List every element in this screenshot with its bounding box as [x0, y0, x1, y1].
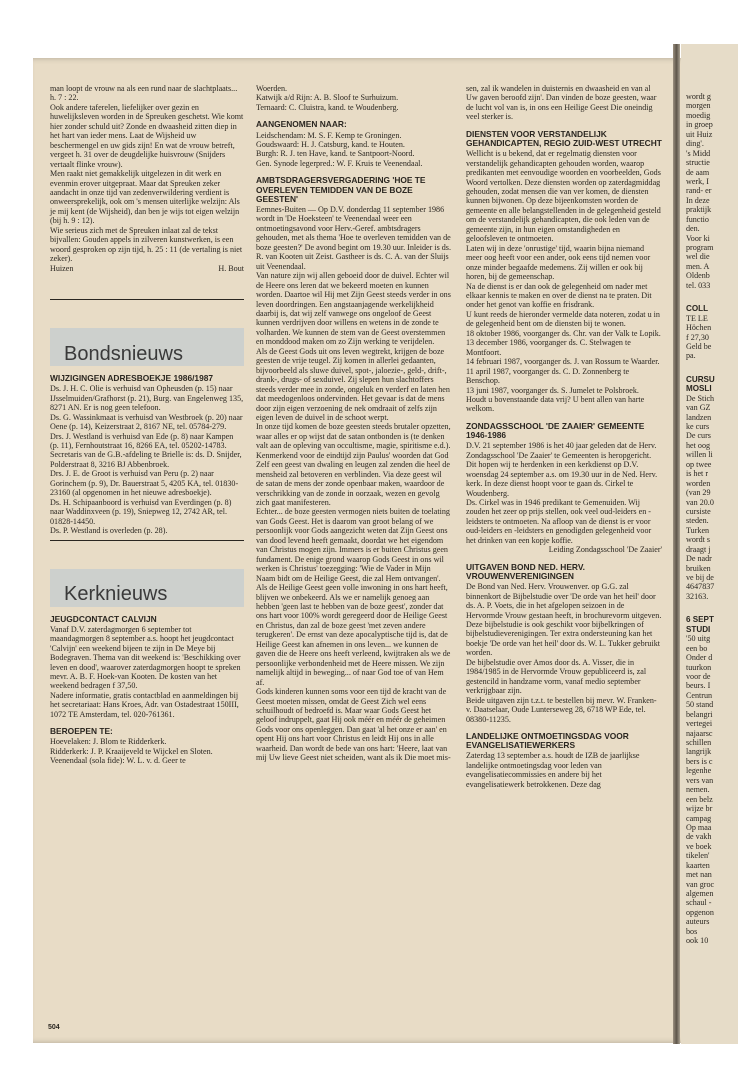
next-page-line: 6 SEPT	[686, 615, 714, 625]
adresboekje-heading: WIJZIGINGEN ADRESBOEKJE 1986/1987	[50, 373, 214, 384]
landelijk-text: Zaterdag 13 september a.s. houdt de IZB de jaarlijkse landelijke ontmoetingsdag voor leden van evangelisatiecommissies en andere bij het evangelisatiewerk betrokkenen. Deze dag	[466, 751, 640, 789]
next-page-line: Höchen	[686, 323, 712, 333]
beroep-item: Ridderkerk: J. P. Kraaijeveld te Wijckel en Sloten.	[50, 746, 213, 756]
page-number: 504	[48, 1024, 60, 1031]
spreuken-para-1: Ook andere taferelen, liefelijker over gezin en huwelijksleven worden in de Spreuken geschetst. Wie komt hier zonder schuld uit? Zonde en dwaasheid zitten diep in het hart van ieder mens. Laat de Wijsheid uw beschermengel en uw gids zijn! En wat de vrouw betreft, vergeet h. 31 over de deugdelijke huisvrouw (Snijders vertaalt flinke vrouw).	[50, 102, 244, 169]
beroep-item: Veenendaal (sola fide): W. L. v. d. Geer te	[50, 756, 186, 766]
dienst-date: 11 april 1987, voorganger ds. C. D. Zonnenberg te Benschop.	[466, 366, 630, 386]
landelijk-heading: LANDELIJKE ONTMOETINGSDAG VOOR EVANGELISATIEWERKERS	[466, 730, 629, 751]
next-page-line: van GZ	[686, 403, 711, 413]
ambtsdragers-heading: AMBTSDRAGERSVERGADERING 'HOE TE OVERLEVEN TEMIDDEN VAN DE BOZE GEESTEN'	[256, 175, 426, 204]
next-page-line	[686, 601, 738, 615]
next-page-line: in groep	[686, 120, 713, 130]
next-page-line: schaul -	[686, 898, 712, 908]
kerknieuws-title: Kerknieuws	[64, 583, 168, 606]
next-page-line: worden	[686, 478, 711, 488]
next-page-line: cursiste	[686, 506, 711, 516]
next-page-line: Centrun	[686, 690, 713, 700]
next-page-line: ve boek	[686, 841, 712, 851]
next-page-line: het oog	[686, 440, 711, 450]
adres-item: Ds. H. Schipaanboord is verhuisd van Everdingen (p. 8) naar Waddinxveen (p. 19), Sniepweg 12, 2742 AR, tel. 01828-14450.	[50, 497, 232, 526]
column-1	[50, 84, 244, 766]
next-page-line: draagt j	[686, 544, 711, 554]
next-page-line: '50 uitg	[686, 634, 711, 644]
next-page-line: TE LE	[686, 313, 708, 323]
jeugdcontact-text: Vanaf D.V. zaterdagmorgen 6 september tot maandagmorgen 8 september a.s. hoopt het jeugdcontact 'Calvijn' een weekend bijeen te zijn in De Meye bij Bodegraven. Thema van dit weekend is: 'Beschikking over leven en dood', waarover zaterdagmorgen hoopt te spreken mevr. A. B. F. Hoek-van Kooten. De kosten van het weekend bedragen f 37,50.	[50, 624, 241, 691]
jeugdcontact-heading: JEUGDCONTACT CALVIJN	[50, 613, 157, 624]
next-page-line: ve bij de	[686, 573, 714, 582]
next-page-line: morgen	[686, 101, 711, 111]
next-page-line: De nadr	[686, 554, 712, 564]
ambtsdragers-para: In onze tijd komen de boze geesten steeds brutaler opzetten, waar alles er op wijst dat de satan ontbonden is (te denken valt aan de opleving van occultisme, magie, spiritisme e.d.). Kenmerkend voor de eindtijd zijn Paulus' woorden dat God Zelf een geest van dwaling en leugen zal zenden die heel de mensheid zal betoveren en verblinden. Via deze geest wil de satan de mens der zonde openbaar maken, waardoor de verschrikking van de zonde in oorzaak, wezen en gevolg zich gaat manifesteren.	[256, 422, 451, 508]
aangenomen-item: Goudswaard: H. J. Catsburg, kand. te Houten.	[256, 140, 405, 150]
column-2	[256, 84, 451, 763]
next-page-line: f 27,30	[686, 332, 709, 342]
zaaier-heading: ZONDAGSSCHOOL 'DE ZAAIER' GEMEENTE 1946-1986	[466, 420, 645, 441]
uitgaven-para: Beide uitgaven zijn t.z.t. te bestellen bij mevr. W. Franken-v. Daatselaar, Oude Lunterseweg 28, 6718 WP Ede, tel. 08380-11235.	[466, 695, 657, 724]
adres-item: Ds. G. Wassinkmaat is verhuisd van Westbroek (p. 20) naar Oene (p. 14), Keizerstraat 2, 8167 NE, tel. 05784-279.	[50, 412, 243, 432]
next-page-line: CURSU	[686, 374, 715, 384]
next-page-line: een bo	[686, 643, 708, 653]
next-page-line: wordt g	[686, 92, 711, 101]
next-page-line: campag	[686, 813, 712, 823]
zaaier-signature: Leiding Zondagsschool 'De Zaaier'	[548, 545, 662, 555]
next-page-line: nemen.	[686, 785, 710, 795]
next-page-line: functio	[686, 214, 709, 224]
next-page-line: tuurkon	[686, 662, 712, 672]
diensten-para: Laten wij in deze 'onrustige' tijd, waarin bijna niemand meer oog heeft voor een ander, ook eens tijd nemen voor onze minder begaafde medemens. Zij willen er ook bij horen, bij de gemeenschap.	[466, 243, 651, 282]
next-page-line: rand- er	[686, 186, 712, 196]
next-page-line: 's Midd	[686, 148, 711, 158]
diensten-close: Houdt u bovenstaande data vrij? U bent allen van harte welkom.	[466, 395, 645, 414]
aangenomen-item: Gen. Synode legerpred.: W. F. Kruis te Veenendaal.	[256, 158, 423, 168]
next-page-line: pa.	[686, 351, 696, 361]
next-page-line: langrijk	[686, 747, 712, 757]
next-page-line: moedig	[686, 110, 711, 120]
next-page-line: bos	[686, 926, 698, 936]
next-page-line: 50 stand	[686, 700, 714, 710]
next-page-line: kaarten	[686, 860, 710, 870]
next-page-line: wel die	[686, 252, 710, 262]
next-page-line: Geld be	[686, 341, 712, 351]
diensten-para: U kunt reeds de hieronder vermelde data noteren, zodat u in de gelegenheid bent om de diensten bij te wonen.	[466, 309, 660, 329]
next-page-line: ook 10	[686, 936, 709, 946]
next-page-line: den.	[686, 224, 700, 234]
adres-item: Drs. J. E. de Groot is verhuisd van Peru (p. 2) naar Gorinchem (p. 9), Dr. Bauerstraat 5, 4205 KA, tel. 01830-23160 (al opgenomen in het nieuwe adresboekje).	[50, 469, 239, 498]
beroep-item: Hoevelaken: J. Blom te Ridderkerk.	[50, 737, 167, 747]
next-page-line: Voor ki	[686, 233, 710, 243]
next-page-line: De curs	[686, 431, 711, 441]
next-page-line: (van 29	[686, 488, 711, 498]
jeugdcontact-info: Nadere informatie, gratis contactblad en aanmeldingen bij het secretariaat: Hans Kroes, Adr. van Ostadestraat 150III, 1072 TE Amsterdam, tel. 020-761361.	[50, 690, 239, 719]
next-page-line: wordt s	[686, 535, 711, 545]
kerknieuws-banner	[50, 569, 244, 607]
zaaier-para: D.V. 21 september 1986 is het 40 jaar geleden dat de Herv. Zondagsschool 'De Zaaier' te Gemeenten is heropgericht. Dit hopen wij te herdenken in een kerkdienst op D.V. woensdag 24 september a.s. om 19.30 uur in de Ned. Herv. kerk. In deze dienst hoopt voor te gaan ds. Cirkel te Woudenberg.	[466, 441, 658, 498]
next-page-line: najaarsc	[686, 728, 713, 738]
bondsnieuws-banner	[50, 328, 244, 366]
next-page-line: de vakh	[686, 832, 712, 842]
next-page-line: Oldenb	[686, 271, 710, 281]
spreuken-para-2: Men raakt niet gemakkelijk uitgelezen in dit werk en evenmin erover uitgepraat. Maar dat Spreuken zeker aandacht in onze tijd van zedenverwildering verdient is onweersprekelijk, ook om 's mensen uiterlijke welzijn: Als je mij kent (de Wijsheid), dan ben je wijs tot eigen welzijn (bij h. 9 : 12).	[50, 169, 240, 226]
spreuken-intro: man loopt de vrouw na als een rund naar de slachtplaats... h. 7 : 22.	[50, 84, 238, 103]
zaaier-para: Ds. Cirkel was in 1946 predikant te Gemenuiden. Wij zouden het zeer op prijs stellen, ook veel oud-leiders en -leidsters te ontmoeten. Na afloop van de dienst is er voor oud-leiders en -leidsters en genodigden gelegenheid voor het drinken van een kopje koffie.	[466, 498, 652, 545]
next-page-line: In deze	[686, 195, 710, 205]
aangenomen-item: Leidschendam: M. S. F. Kemp te Groningen.	[256, 130, 402, 140]
next-page-line: Op maa	[686, 822, 712, 832]
section-rule	[50, 540, 244, 541]
next-page-line: tel. 033	[686, 280, 711, 290]
dienst-date: 18 oktober 1986, voorganger ds. Chr. van der Valk te Lopik.	[466, 328, 661, 338]
next-page-line: op twee	[686, 459, 712, 469]
next-page-line: voor de	[686, 671, 711, 681]
next-page-line: steden.	[686, 516, 709, 526]
next-page-line: praktijk	[686, 205, 712, 215]
next-page-line: program	[686, 243, 714, 252]
next-page-line: is het r	[686, 469, 709, 479]
spreuken-para-3: Wie serieus zich met de Spreuken inlaat zal de tekst bijvallen: Gouden appels in zilveren kunstwerken, is een woord gesproken op zijn tijd, h. 25 : 11 (de vertaling is niet zeker).	[50, 225, 243, 264]
adres-item: Ds. J. H. C. Olie is verhuisd van Opheusden (p. 15) naar IJsselmuiden/Grafhorst (p. 21), Burg. van Engelenweg 135, 8271 AN. Er is nog geen telefoon.	[50, 384, 244, 413]
dienst-date: 14 februari 1987, voorganger ds. J. van Rossum te Waarder.	[466, 357, 660, 367]
binding-gutter	[673, 44, 680, 1044]
diensten-heading: DIENSTEN VOOR VERSTANDELIJK GEHANDICAPTEN, REGIO ZUID-WEST UTRECHT	[466, 128, 662, 149]
next-page-line: 4647837	[686, 582, 715, 592]
next-page-line: vers van	[686, 775, 714, 785]
next-page-line: De Stich	[686, 393, 715, 403]
next-page-line: ke curs	[686, 422, 710, 431]
next-page-line: tikelen'	[686, 851, 710, 861]
next-page-line: MOSLI	[686, 384, 712, 394]
next-page-line: de aam	[686, 167, 710, 177]
bondsnieuws-title: Bondsnieuws	[64, 342, 183, 365]
next-page-line: van groc	[686, 879, 715, 889]
next-page-line: belangri	[686, 709, 713, 719]
diensten-para: Na de dienst is er dan ook de gelegenheid om nader met elkaar kennis te maken en over de dienst na te praten. Dit onder het genot van koffie en frisdrank.	[466, 281, 652, 310]
next-page-line: STUDI	[686, 624, 711, 634]
next-page-line: bruiken	[686, 563, 711, 573]
adres-item: Drs. J. Westland is verhuisd van Ede (p. 8) naar Kampen (p. 11), Fernhoutstraat 16, 8266 EA, tel. 05202-14783.	[50, 431, 234, 450]
next-page-edge	[681, 44, 738, 1044]
uitgaven-para: De Bond van Ned. Herv. Vrouwenver. op G.G. zal binnenkort de Bijbelstudie over 'De orde van het heil' door ds. A. P. Voets, die in het afgelopen seizoen in de Hervormde Vrouw gestaan heeft, in brochurevorm uitgeven. Deze bijbelstudie is ook geschikt voor bijbelkringen of bijbelstudieverenigingen. Ter extra ondersteuning kan het boekje 'De orde van het heil' door ds. W. L. Tukker gebruikt worden.	[466, 582, 662, 658]
uitgaven-heading: UITGAVEN BOND NED. HERV. VROUWENVERENIGINGEN	[466, 561, 585, 581]
uitgaven-para: De bijbelstudie over Amos door ds. A. Visser, die in 1984/1985 in de Hervormde Vrouw gepubliceerd is, zal gestencild in handzame vorm, vanaf medio september verkrijgbaar zijn.	[466, 657, 647, 696]
boze-geesten-end: sen, zal ik wandelen in duisternis en dwaasheid en van al Uw gaven beroofd zijn'. Dan vinden de boze geesten, waar de lucht vol van is, in ons een Heilige Geest Die oneindig veel sterker is.	[466, 84, 657, 122]
next-page-line: wijze br	[686, 804, 713, 814]
ambtsdragers-para: Gods kinderen kunnen soms voor een tijd de kracht van de Geest moeten missen, omdat de Geest Zich wel eens schuilhoudt of bedroefd is. Maar waar Gods Geest het geloof indruppelt, gaat Hij ook méér en méér de geheimen Gods voor ons openleggen. Dan gaat 'al het onze er aan' en opent Hij ons hart voor Christus en leidt Hij ons in alle waarheid. Dan wordt de bede van ons hart: 'Heere, laat van mij Uw lieve Geest niet scheiden, want als ik Die moet mis-	[256, 687, 451, 763]
beroepen-heading: BEROEPEN TE:	[50, 726, 113, 737]
signature-place: Huizen	[50, 263, 74, 273]
next-page-line: vertegei	[686, 719, 713, 729]
next-page-line: een belz	[686, 794, 713, 804]
next-page-line	[686, 361, 738, 375]
next-page-line: met nan	[686, 870, 712, 880]
section-rule	[50, 299, 244, 300]
adres-item: Ds. P. Westland is overleden (p. 28).	[50, 526, 168, 536]
dienst-date: 13 december 1986, voorganger ds. C. Stelwagen te Montfoort.	[466, 338, 631, 357]
next-page-line: 32163.	[686, 591, 709, 601]
next-page-line: willen li	[686, 450, 713, 460]
beroep-item: Katwijk a/d Rijn: A. B. Sloof te Surhuizum.	[256, 93, 399, 103]
next-page-line: schillen	[686, 738, 712, 747]
next-page-line: Onder d	[686, 653, 713, 663]
next-page-line: landzen	[686, 412, 712, 422]
next-page-line: men. A	[686, 261, 710, 271]
aangenomen-heading: AANGENOMEN NAAR:	[256, 119, 347, 130]
signature-author: H. Bout	[218, 263, 244, 273]
next-page-line: opgenon	[686, 907, 714, 917]
diensten-para: Wellicht is u bekend, dat er regelmatig diensten voor verstandelijk gehandicapten gehouden worden, waarop predikanten met eenvoudige woorden en voorbeelden, Gods Woord vertolken. Deze diensten worden op zaterdagmiddag gehouden, zodat mensen die van ver komen, de diensten kunnen bijwonen. Op deze bijeenkomsten worden de gemeente en alle belangstellenden in de gelegenheid gesteld om de verstandelijk gehandicapten, die ook leden van de gemeente zijn, in hun eigen omstandigheden en geloofsleven te ontmoeten.	[466, 149, 661, 244]
ambtsdragers-para: Van nature zijn wij allen geboeid door de duivel. Echter wil de Heere ons leren dat we bekeerd moeten en kunnen worden. Daartoe wil Hij met Zijn Geest steeds verder in ons leven doordringen. Een angstaanjagende werkelijkheid daarbij is, dat wij zelf vanwege ons ongeloof de Geest kunnen verdrijven door willens en wetens in de zonde te volharden. We kunnen de stem van de Geest overstemmen en monddood maken om zo Zijn werking te verijdelen.	[256, 271, 451, 347]
next-page-line: werk, I	[686, 176, 709, 186]
spreuken-signature	[50, 264, 244, 273]
dienst-date: 13 juni 1987, voorganger ds. S. Jumelet te Polsbroek.	[466, 385, 639, 395]
ambtsdragers-para: Echter... de boze geesten vermogen niets buiten de toelating van Gods Geest. Het is daarom van groot belang of we persoonlijk voor Gods aangezicht weten dat Zijn Geest ons van dood levend heeft gemaakt, doordat we het eigendom van Christus mogen zijn. Immers is er buiten Christus geen fundament. De enige grond waarop Gods Geest in ons wil werken is Christus' toezegging: 'Wie de Vader in Mijn Naam bidt om de Heilige Geest, die zal Hem ontvangen'.	[256, 507, 450, 583]
next-page-line: beurs. I	[686, 681, 711, 691]
next-page-line: ding'.	[686, 139, 704, 149]
next-page-line: algemen	[686, 889, 714, 898]
next-page-line: structie	[686, 158, 710, 168]
next-page-line	[686, 290, 738, 304]
next-page-text	[686, 92, 738, 946]
next-page-line: Turken	[686, 525, 710, 535]
column-3	[466, 84, 662, 789]
ambtsdragers-para: Eemnes-Buiten — Op D.V. donderdag 11 september 1986 wordt in 'De Hoeksteen' te Veenendaal weer een ontmoetingsavond voor Herv.-Geref. ambtsdragers gehouden, met als thema 'Hoe te overleven temidden van de boze geesten?' De avond begint om 19.30 uur. Inleider is ds. R. van Kooten uit Zeist. Gastheer is ds. C. A. van der Sluijs uit Veenendaal.	[256, 204, 451, 271]
next-page-line: van 20.0	[686, 497, 714, 507]
beroep-item: Ternaard: C. Cluistra, kand. te Woudenberg.	[256, 102, 399, 112]
ambtsdragers-para: Als de Heilige Geest geen volle inwoning in ons hart heeft, blijven we onbekeerd. Als we er namelijk genoeg aan hebben 'geen last te hebben van de boze geest', zonder dat ons hart voor 100% wordt geregeerd door de Heilige Geest en Christus, dan zal de boze geest 'met zeven andere terugkeren'. De ernst van deze apocalyptische tijd is, dat de Heilige Geest kan afnemen in ons leven... we kunnen de gaven die de Heere ons heeft verleend, kwijtraken als we de persoonlijke verbondenheid met de Heere missen. We zijn namelijk altijd in beweging... of naar God toe of van Hem af.	[256, 583, 451, 687]
ambtsdragers-para: Als de Geest Gods uit ons leven wegtrekt, krijgen de boze geesten de vrije teugel. Zij komen in allerlei gedaanten, bijvoorbeeld als sluwe duivel, spot-, jaloezie-, geld-, drift-, drank-, drugs- of sexduivel. Zij slepen hun slachtoffers steeds verder mee in zonde, ongeluk en verderf en laten hen dat meedogenloos ondervinden. Het gevaar is dat de mens door zijn eigen verzoening de nek omdraait of zelfs zijn eigen leven de duivel in de schoot werpt.	[256, 346, 450, 422]
next-page-line: uit Huiz	[686, 129, 713, 139]
beroep-item: Woerden.	[256, 84, 288, 93]
next-page-line: legenhe	[686, 766, 712, 776]
next-page-line: auteurs	[686, 917, 710, 927]
adres-item: Secretaris van de G.B.-afdeling te Brielle is: ds. D. Snijder, Polderstraat 8, 3216 BJ Abbenbroek.	[50, 450, 242, 469]
next-page-line: COLL	[686, 304, 709, 314]
next-page-line: bers is c	[686, 756, 713, 766]
aangenomen-item: Burgh: R. J. ten Have, kand. te Santpoort-Noord.	[256, 149, 415, 159]
